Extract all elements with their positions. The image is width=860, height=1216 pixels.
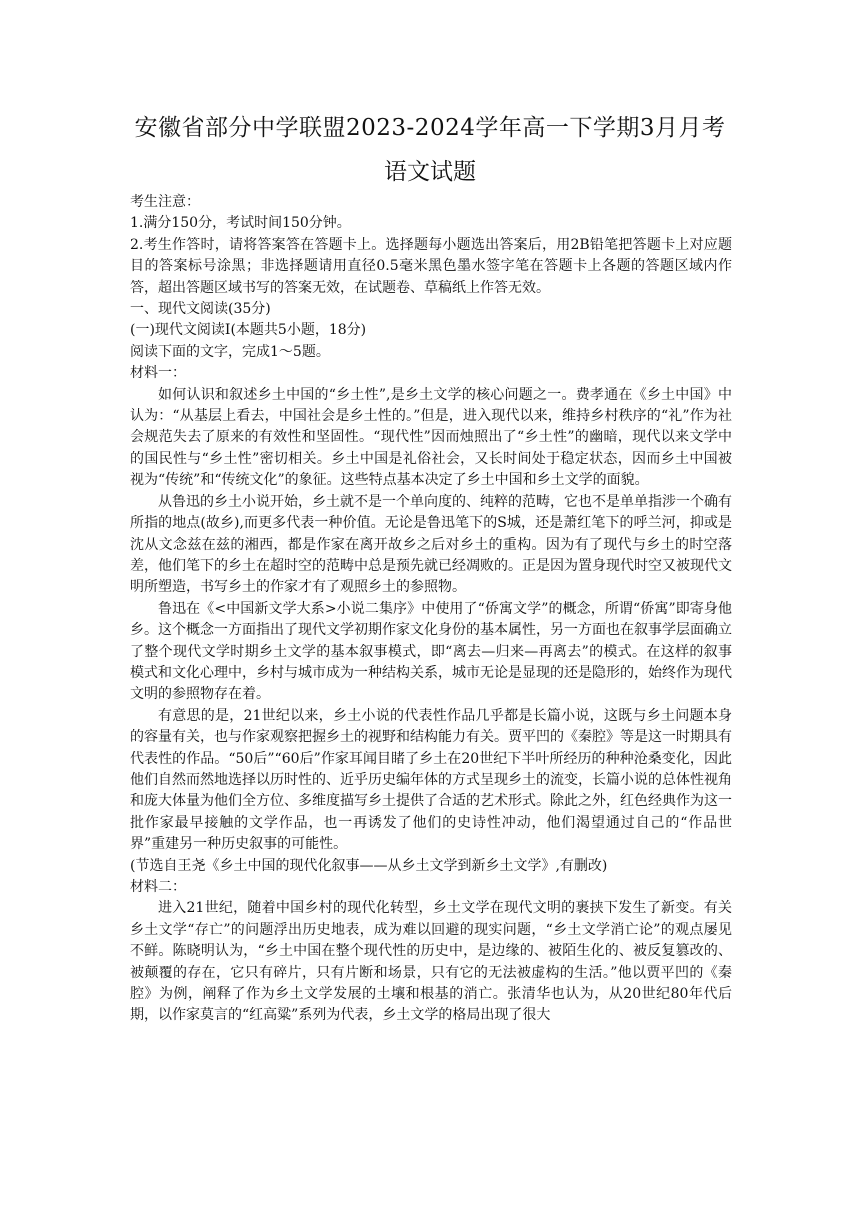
notice-item-2: 2.考生作答时，请将答案答在答题卡上。选择题每小题选出答案后，用2B铅笔把答题卡上对应题目的答案标号涂黑；非选择题请用直径0.5毫米黑色墨水签字笔在答题卡上各题的答题区域内作答，超出答题区域书写的答案无效，在试题卷、草稿纸上作答无效。 — [130, 236, 732, 296]
subsection-heading: (一)现代文阅读Ⅰ(本题共5小题，18分) — [130, 322, 367, 339]
material-2-label: 材料二： — [130, 879, 186, 895]
section-heading: 一、现代文阅读(35分) — [130, 301, 271, 318]
material-1-label: 材料一： — [130, 365, 186, 382]
material-1-paragraph-1: 如何认识和叙述乡土中国的“乡土性”,是乡土文学的核心问题之一。费孝通在《乡土中国》中认为：“从基层上看去，中国社会是乡土性的。”但是，进入现代以来，维持乡村秩序的“礼”作为社会规范失去了原来的有效性和坚固性。“现代性”因而烛照出了“乡土性”的幽暗，现代以来文学中的国民性与“乡土性”密切相关。乡土中国是礼俗社会，又长时间处于稳定状态，因而乡土中国被视为“传统”和“传统文化”的象征。这些特点基本决定了乡土中国和乡土文学的面貌。 — [130, 386, 732, 489]
document-title: 安徽省部分中学联盟2023-2024学年高一下学期3月月考 — [134, 115, 726, 141]
notice-heading: 考生注意： — [130, 194, 200, 210]
material-1-paragraph-3: 鲁迅在《<中国新文学大系>小说二集序》中使用了“侨寓文学”的概念，所谓“侨寓”即寄身他乡。这个概念一方面指出了现代文学初期作家文化身份的基本属性，另一方面也在叙事学层面确立了整个现代文学时期乡土文学的基本叙事模式，即“离去—归来—再离去”的模式。在这样的叙事模式和文化心理中，乡村与城市成为一种结构关系，城市无论是显现的还是隐形的，始终作为现代文明的参照物存在着。 — [130, 600, 732, 703]
notice-item-1: 1.满分150分，考试时间150分钟。 — [130, 215, 351, 232]
document-body — [130, 192, 732, 1027]
material-2-paragraph-1: 进入21世纪，随着中国乡村的现代化转型，乡土文学在现代文明的裹挟下发生了新变。有关乡土文学“存亡”的问题浮出历史地表，成为难以回避的现实问题，“乡土文学消亡论”的观点屡见不鲜。陈晓明认为，“乡土中国在整个现代性的历史中，是边缘的、被陌生化的、被反复篡改的、被颠覆的存在，它只有碎片，只有片断和场景，只有它的无法被虚构的生活。”他以贾平凹的《秦腔》为例，阐释了作为乡土文学发展的土壤和根基的消亡。张清华也认为，从20世纪80年代后期，以作家莫言的“红高粱”系列为代表，乡土文学的格局出现了很大 — [130, 900, 732, 1024]
document-subtitle: 语文试题 — [384, 159, 476, 185]
material-1-paragraph-2: 从鲁迅的乡土小说开始，乡土就不是一个单向度的、纯粹的范畴，它也不是单单指涉一个确有所指的地点(故乡),而更多代表一种价值。无论是鲁迅笔下的S城，还是萧红笔下的呼兰河，抑或是沈从文念兹在兹的湘西，都是作家在离开故乡之后对乡土的重构。因为有了现代与乡土的时空落差，他们笔下的乡土在超时空的范畴中总是预先就已经凋败的。正是因为置身现代时空又被现代文明所塑造，书写乡土的作家才有了观照乡土的参照物。 — [130, 493, 732, 596]
material-1-source: (节选自王尧《乡土中国的现代化叙事——从乡土文学到新乡土文学》,有删改) — [130, 857, 608, 874]
material-1-paragraph-4: 有意思的是，21世纪以来，乡土小说的代表性作品几乎都是长篇小说，这既与乡土问题本身的容量有关，也与作家观察把握乡土的视野和结构能力有关。贾平凹的《秦腔》等是这一时期具有代表性的作品。“50后”“60后”作家耳闻目睹了乡土在20世纪下半叶所经历的种种沧桑变化，因此他们自然而然地选择以历时性的、近乎历史编年体的方式呈现乡土的流变，长篇小说的总体性视角和庞大体量为他们全方位、多维度描写乡土提供了合适的艺术形式。除此之外，红色经典作为这一批作家最早接触的文学作品，也一再诱发了他们的史诗性冲动，他们渴望通过自己的“作品世界”重建另一种历史叙事的可能性。 — [130, 707, 732, 853]
reading-instruction: 阅读下面的文字，完成1～5题。 — [130, 343, 330, 360]
